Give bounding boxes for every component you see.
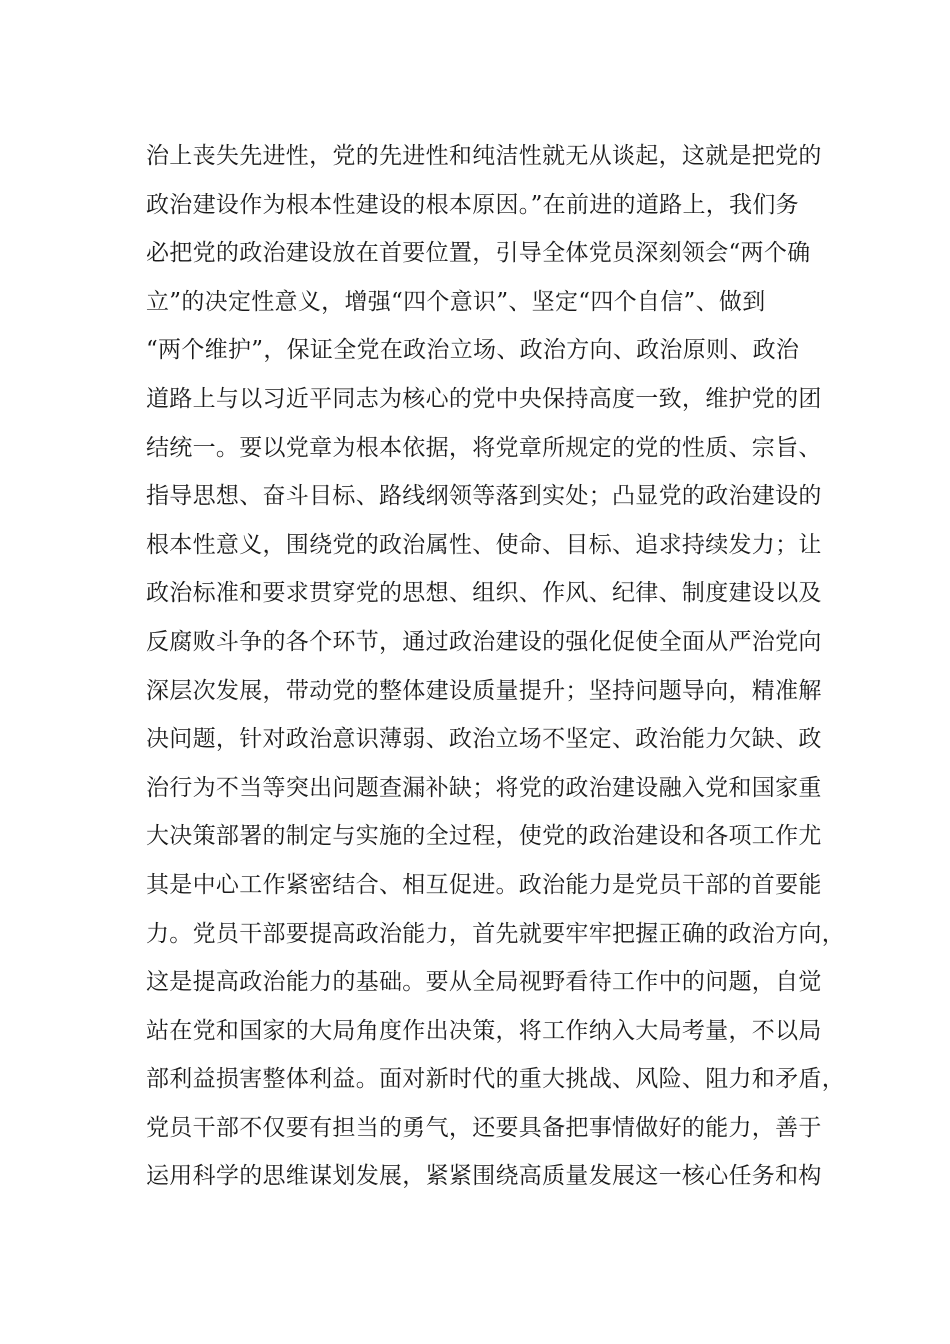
text-line-22: 运用科学的思维谋划发展，紧紧围绕高质量发展这一核心任务和构 <box>146 1163 822 1190</box>
text-line-8: 指导思想、奋斗目标、路线纲领等落到实处；凸显党的政治建设的 <box>146 483 822 510</box>
text-line-20: 部利益损害整体利益。面对新时代的重大挑战、风险、阻力和矛盾， <box>146 1066 845 1093</box>
text-line-17: 力。党员干部要提高政治能力，首先就要牢牢把握正确的政治方向， <box>146 920 845 947</box>
text-line-2: 政治建设作为根本性建设的根本原因。”在前进的道路上，我们务 <box>146 191 799 218</box>
text-line-6: 道路上与以习近平同志为核心的党中央保持高度一致，维护党的团 <box>146 385 822 412</box>
body-text <box>146 132 845 1201</box>
text-line-19: 站在党和国家的大局角度作出决策，将工作纳入大局考量，不以局 <box>146 1017 822 1044</box>
text-line-4: 立”的决定性意义，增强“四个意识”、坚定“四个自信”、做到 <box>146 288 766 315</box>
text-line-13: 决问题，针对政治意识薄弱、政治立场不坚定、政治能力欠缺、政 <box>146 726 822 753</box>
text-line-7: 结统一。要以党章为根本依据，将党章所规定的党的性质、宗旨、 <box>146 434 822 461</box>
text-line-14: 治行为不当等突出问题查漏补缺；将党的政治建设融入党和国家重 <box>146 774 822 801</box>
text-line-21: 党员干部不仅要有担当的勇气，还要具备把事情做好的能力，善于 <box>146 1114 822 1141</box>
text-line-11: 反腐败斗争的各个环节，通过政治建设的强化促使全面从严治党向 <box>146 628 822 655</box>
text-line-16: 其是中心工作紧密结合、相互促进。政治能力是党员干部的首要能 <box>146 871 822 898</box>
text-line-9: 根本性意义，围绕党的政治属性、使命、目标、追求持续发力；让 <box>146 531 822 558</box>
text-line-15: 大决策部署的制定与实施的全过程，使党的政治建设和各项工作尤 <box>146 823 822 850</box>
text-line-10: 政治标准和要求贯穿党的思想、组织、作风、纪律、制度建设以及 <box>146 580 822 607</box>
text-line-1: 治上丧失先进性，党的先进性和纯洁性就无从谈起，这就是把党的 <box>146 143 822 169</box>
text-line-12: 深层次发展，带动党的整体建设质量提升；坚持问题导向，精准解 <box>146 677 822 704</box>
text-line-18: 这是提高政治能力的基础。要从全局视野看待工作中的问题，自觉 <box>146 969 822 996</box>
text-line-3: 必把党的政治建设放在首要位置，引导全体党员深刻领会“两个确 <box>146 240 811 267</box>
text-line-5: “两个维护”，保证全党在政治立场、政治方向、政治原则、政治 <box>146 337 800 364</box>
